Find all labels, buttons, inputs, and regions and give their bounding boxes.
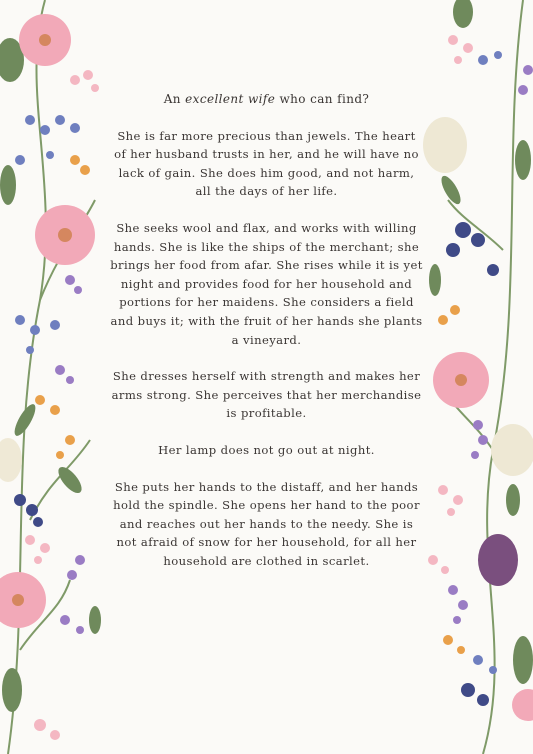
- right-floral-illustration: [423, 0, 533, 754]
- left-floral-illustration: [0, 0, 110, 754]
- poem-title-emphasis: excellent wife: [185, 92, 276, 106]
- paragraph-4: Her lamp does not go out at night.: [158, 442, 375, 457]
- paragraph-1: She is far more precious than jewels. The heart of her husband trusts in her, and he will have no lack of gain. She does him good, and not harm, all the days of her life.: [114, 128, 419, 199]
- poem-text: [110, 90, 423, 588]
- poem-title: An excellent wife who can find?: [163, 92, 370, 106]
- paragraph-5: She puts her hands to the distaff, and her hands hold the spindle. She opens her hand to the poor and reaches out her hands to the needy. She is not afraid of snow for her household, for all her household are clothed in scarlet.: [113, 479, 420, 568]
- right-floral-border: [423, 0, 533, 754]
- paragraph-2: She seeks wool and flax, and works with willing hands. She is like the ships of the merchant; she brings her food from afar. She rises while it is yet night and provides food for her household and portions for her maidens. She considers a field and buys it; with the fruit of her hands she plants a vineyard.: [110, 220, 423, 347]
- left-floral-border: [0, 0, 110, 754]
- paragraph-3: She dresses herself with strength and makes her arms strong. She perceives that her merchandise is profitable.: [111, 369, 422, 421]
